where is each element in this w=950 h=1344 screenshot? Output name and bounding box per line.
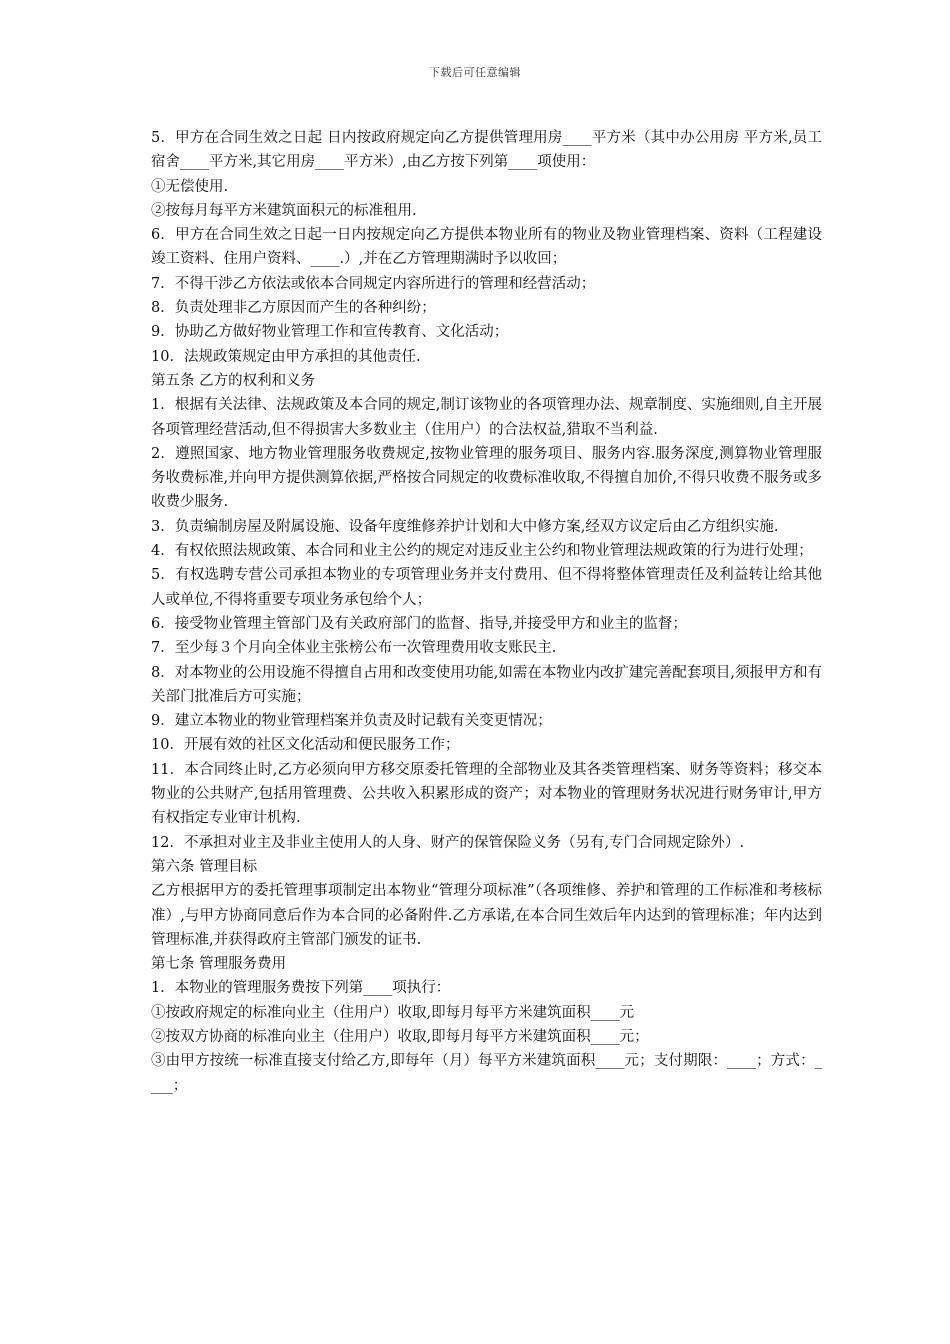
section-heading: 第七条 管理服务费用: [151, 956, 287, 973]
paragraph: 5．甲方在合同生效之日起 日内按政府规定向乙方提供管理用房____平方米（其中办公用房 平方米,员工宿舍____平方米,其它用房____平方米）,由乙方按下列第____项使用：: [151, 130, 822, 171]
paragraph: ②按双方协商的标准向业主（住用户）收取,即每月每平方米建筑面积____元；: [151, 1028, 649, 1045]
paragraph: 9．协助乙方做好物业管理工作和宣传教育、文化活动；: [151, 324, 509, 341]
paragraph: 6．接受物业管理主管部门及有关政府部门的监督、指导,并接受甲方和业主的监督；: [151, 615, 687, 632]
paragraph: 7．至少每３个月向全体业主张榜公布一次管理费用收支账民主.: [151, 640, 557, 657]
page-header: 下载后可任意编辑: [429, 66, 521, 79]
paragraph: 10．开展有效的社区文化活动和便民服务工作；: [151, 737, 460, 754]
paragraph: ①按政府规定的标准向业主（住用户）收取,即每月每平方米建筑面积____元: [151, 1004, 635, 1021]
section-heading: 第六条 管理目标: [151, 858, 258, 875]
paragraph: 乙方根据甲方的委托管理事项制定出本物业“管理分项标准”（各项维修、养护和管理的工作标准和考核标准）,与甲方协商同意后作为本合同的必备附件.乙方承诺,在本合同生效后年内达到的管理标准；年内达到管理标准,并获得政府主管部门颁发的证书.: [151, 883, 822, 948]
paragraph: 10．法规政策规定由甲方承担的其他责任.: [151, 348, 421, 365]
paragraph: 8．负责处理非乙方原因而产生的各种纠纷；: [151, 300, 436, 317]
paragraph: 4．有权依照法规政策、本合同和业主公约的规定对违反业主公约和物业管理法规政策的行为进行处理；: [151, 543, 813, 560]
paragraph: 8．对本物业的公用设施不得擅自占用和改变使用功能,如需在本物业内改扩建完善配套项目,须报甲方和有关部门批准后方可实施；: [151, 664, 822, 705]
paragraph: 7．不得干涉乙方依法或依本合同规定内容所进行的管理和经营活动；: [151, 275, 596, 292]
paragraph: 1．本物业的管理服务费按下列第____项执行：: [151, 980, 451, 997]
paragraph: 3．负责编制房屋及附属设施、设备年度维修养护计划和大中修方案,经双方议定后由乙方组织实施.: [151, 518, 779, 535]
paragraph: 2．遵照国家、地方物业管理服务收费规定,按物业管理的服务项目、服务内容.服务深度,测算物业管理服务收费标准,并向甲方提供测算依据,严格按合同规定的收费标准收取,不得擅自加价,不得只收费不服务或多收费少服务.: [151, 445, 822, 511]
paragraph: ①无偿使用.: [151, 178, 229, 195]
document-body: [146, 126, 822, 1098]
paragraph: 9．建立本物业的物业管理档案并负责及时记载有关变更情况；: [151, 713, 552, 730]
paragraph: 11．本合同终止时,乙方必须向甲方移交原委托管理的全部物业及其各类管理档案、财务等资料；移交本物业的公共财产,包括用管理费、公共收入积累形成的资产；对本物业的管理财务状况进行财务审计,甲方有权指定专业审计机构.: [151, 761, 822, 827]
paragraph: 12．不承担对业主及非业主使用人的人身、财产的保管保险义务（另有,专门合同规定除外）.: [151, 834, 745, 851]
paragraph: 6．甲方在合同生效之日起一日内按规定向乙方提供本物业所有的物业及物业管理档案、资料（工程建设竣工资料、住用户资料、____.）,并在乙方管理期满时予以收回；: [151, 227, 822, 268]
paragraph: ②按每月每平方米建筑面积元的标准租用.: [151, 202, 417, 219]
paragraph: 1．根据有关法律、法规政策及本合同的规定,制订该物业的各项管理办法、规章制度、实施细则,自主开展各项管理经营活动,但不得损害大多数业主（住用户）的合法权益,猎取不当利益.: [151, 397, 822, 438]
paragraph: ③由甲方按统一标准直接支付给乙方,即每年（月）每平方米建筑面积____元；支付期限：____；方式：____；: [151, 1053, 822, 1094]
paragraph: 5．有权选聘专营公司承担本物业的专项管理业务并支付费用、但不得将整体管理责任及利益转让给其他人或单位,不得将重要专项业务承包给个人；: [151, 567, 822, 608]
section-heading: 第五条 乙方的权利和义务: [151, 372, 316, 389]
